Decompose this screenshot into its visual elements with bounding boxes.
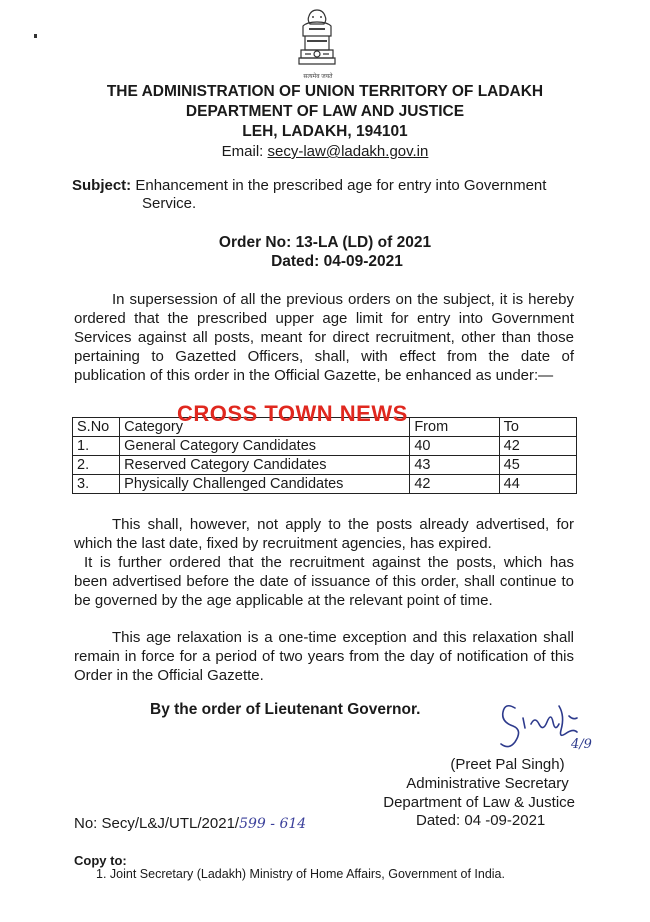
scan-mark (34, 34, 37, 38)
cell-to: 42 (499, 437, 576, 456)
reference-number (74, 815, 306, 832)
paragraph-supersession (74, 290, 574, 385)
signatory-designation: Administrative Secretary (406, 775, 569, 792)
table-row (73, 456, 577, 475)
copy-to-label: Copy to: (74, 853, 127, 868)
paragraph-text: This shall, however, not apply to the posts already advertised, for which the last date, fixed by recruitment agencies, has expired. (74, 516, 574, 552)
watermark-text: CROSS TOWN NEWS (177, 401, 408, 426)
reference-printed: No: Secy/L&J/UTL/2021/ (74, 815, 240, 832)
subject-label: Subject: (72, 177, 132, 194)
header-from: From (410, 418, 499, 437)
cell-category: General Category Candidates (120, 437, 410, 456)
header-to: To (499, 418, 576, 437)
paragraph-exception (74, 515, 574, 553)
subject-text: Enhancement in the prescribed age for entry into Government (135, 177, 547, 194)
reference-handwritten: 599 - 614 (239, 816, 307, 832)
cell-sno: 1. (73, 437, 120, 456)
email-line (0, 142, 650, 162)
paragraph-text: This age relaxation is a one-time exception and this relaxation shall remain in force for a period of two years from the day of notification of this Order in the Official Gazette. (74, 629, 574, 684)
table-row (73, 475, 577, 494)
national-emblem-icon (295, 8, 339, 78)
emblem-motto: सत्यमेव जयते (303, 74, 333, 80)
letterhead (0, 82, 650, 162)
header-category: Category (120, 418, 410, 437)
subject-text-cont: Service. (142, 195, 197, 212)
administration-title: THE ADMINISTRATION OF UNION TERRITORY OF LADAKH (106, 83, 544, 100)
by-order-line: By the order of Lieutenant Governor. (150, 701, 421, 718)
signature-date: 4/9 (571, 737, 592, 752)
paragraph-recruitment (74, 553, 574, 610)
cell-from: 43 (410, 456, 499, 475)
handwritten-signature (475, 696, 605, 756)
cell-to: 45 (499, 456, 576, 475)
department-title: DEPARTMENT OF LAW AND JUSTICE (185, 103, 465, 120)
cell-sno: 2. (73, 456, 120, 475)
cell-sno: 3. (73, 475, 120, 494)
signatory-department: Department of Law & Justice (383, 794, 575, 811)
age-limit-table (72, 417, 577, 494)
paragraph-relaxation (74, 628, 574, 685)
cell-category: Reserved Category Candidates (120, 456, 410, 475)
cell-category: Physically Challenged Candidates (120, 475, 410, 494)
cell-from: 42 (410, 475, 499, 494)
signatory-name: (Preet Pal Singh) (450, 756, 565, 773)
paragraph-text: It is further ordered that the recruitment against the posts, which has been advertised before the date of issuance of this order, shall continue to be governed by the age applicable at the relevant point of time. (74, 554, 574, 609)
email-label: Email: (221, 143, 264, 160)
signatory-block (370, 755, 575, 812)
paragraph-text: In supersession of all the previous orders on the subject, it is hereby ordered that the prescribed upper age limit for entry into Government Services against all posts, meant for direct recruitment, other than those pertaining to Gazetted Officers, shall, with effect from the date of publication of this order in the Official Gazette, be enhanced as under:— (74, 291, 574, 384)
cell-to: 44 (499, 475, 576, 494)
address: LEH, LADAKH, 194101 (242, 123, 408, 140)
header-sno: S.No (73, 418, 120, 437)
copy-to-item: 1. Joint Secretary (Ladakh) Ministry of Home Affairs, Government of India. (96, 867, 505, 881)
subject (72, 177, 582, 213)
order-date: Dated: 04-09-2021 (271, 253, 403, 270)
cell-from: 40 (410, 437, 499, 456)
order-number: Order No: 13-LA (LD) of 2021 (218, 234, 432, 251)
signatory-date: Dated: 04 -09-2021 (416, 812, 546, 829)
order-heading (0, 233, 650, 271)
email-link[interactable]: secy-law@ladakh.gov.in (267, 143, 429, 160)
table-row (73, 437, 577, 456)
